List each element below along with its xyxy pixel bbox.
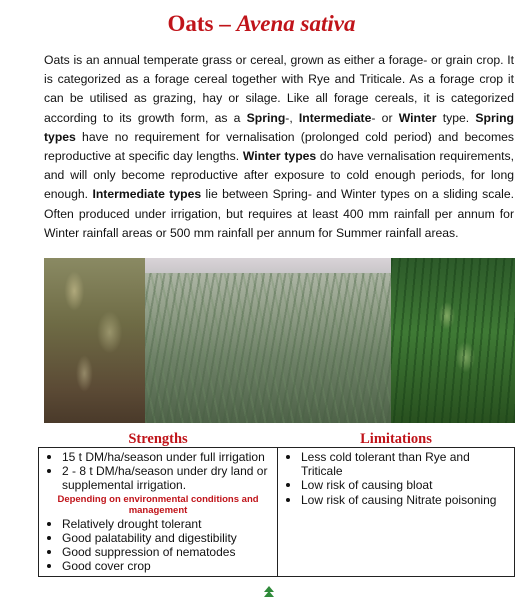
intro-text: type. <box>436 110 476 125</box>
intro-text: -, <box>285 110 299 125</box>
strengths-heading: Strengths <box>128 431 188 447</box>
list-item: 2 - 8 t DM/ha/season under dry land or supplemental irrigation. <box>39 464 277 492</box>
tree-logo-bottom <box>264 591 274 597</box>
intro-term-winter-types: Winter types <box>242 149 317 164</box>
photo-strip <box>44 258 515 423</box>
oat-field-photo <box>145 258 391 423</box>
limitations-heading: Limitations <box>360 431 432 447</box>
list-item: 15 t DM/ha/season under full irrigation <box>39 450 277 464</box>
strengths-note: Depending on environmental conditions and management <box>57 493 259 516</box>
intro-term-spring-types: Spring types <box>44 110 514 144</box>
intro-text: lie between Spring- and Winter types on a sliding scale. Often produced under irrigation, but requires at least 400 mm rainfall per annum for Winter rainfall areas or 500 mm rainfall per annum for Summer rainfall areas. <box>44 187 514 240</box>
intro-term-intermediate: Intermediate <box>298 110 372 125</box>
list-item: Low risk of causing Nitrate poisoning <box>278 493 514 507</box>
intro-text: Oats is an annual temperate grass or cereal, grown as either a forage- or grain crop. It is categorized as a forage cereal together with Rye and Triticale. As a forage crop it can be utilised as grazing, hay or silage. Like all forage cereals, it is categorized according to its growth form, as a <box>44 53 514 125</box>
list-item: Less cold tolerant than Rye and Triticale <box>278 450 514 478</box>
list-item: Good palatability and digestibility <box>39 531 277 545</box>
list-item: Good suppression of nematodes <box>39 545 277 559</box>
oat-panicle-photo <box>44 258 145 423</box>
intro-term-spring: Spring <box>246 110 286 125</box>
oat-plant-photo <box>391 258 515 423</box>
strengths-cell <box>39 448 278 577</box>
page-title <box>0 10 523 38</box>
intro-term-winter: Winter <box>398 110 437 125</box>
title-scientific: Avena sativa <box>236 11 356 36</box>
tree-logo-icon <box>262 586 276 600</box>
intro-paragraph <box>44 51 514 243</box>
strengths-list <box>39 450 277 573</box>
limitations-cell <box>278 448 515 577</box>
intro-text: do have vernalisation requirements, and will only become reproductive after exposure to cold enough periods, for long enough. <box>44 149 515 202</box>
list-item: Relatively drought tolerant <box>39 517 277 531</box>
title-common: Oats – <box>167 11 237 36</box>
strengths-limitations-table <box>38 431 515 577</box>
list-item: Good cover crop <box>39 559 277 573</box>
intro-text: - or <box>371 110 399 125</box>
intro-text: have no requirement for vernalisation (prolonged cold period) and becomes reproductive at specific day lengths. <box>44 129 514 164</box>
list-item: Low risk of causing bloat <box>278 478 514 492</box>
limitations-list <box>278 450 514 507</box>
intro-term-intermediate-types: Intermediate types <box>92 187 202 202</box>
